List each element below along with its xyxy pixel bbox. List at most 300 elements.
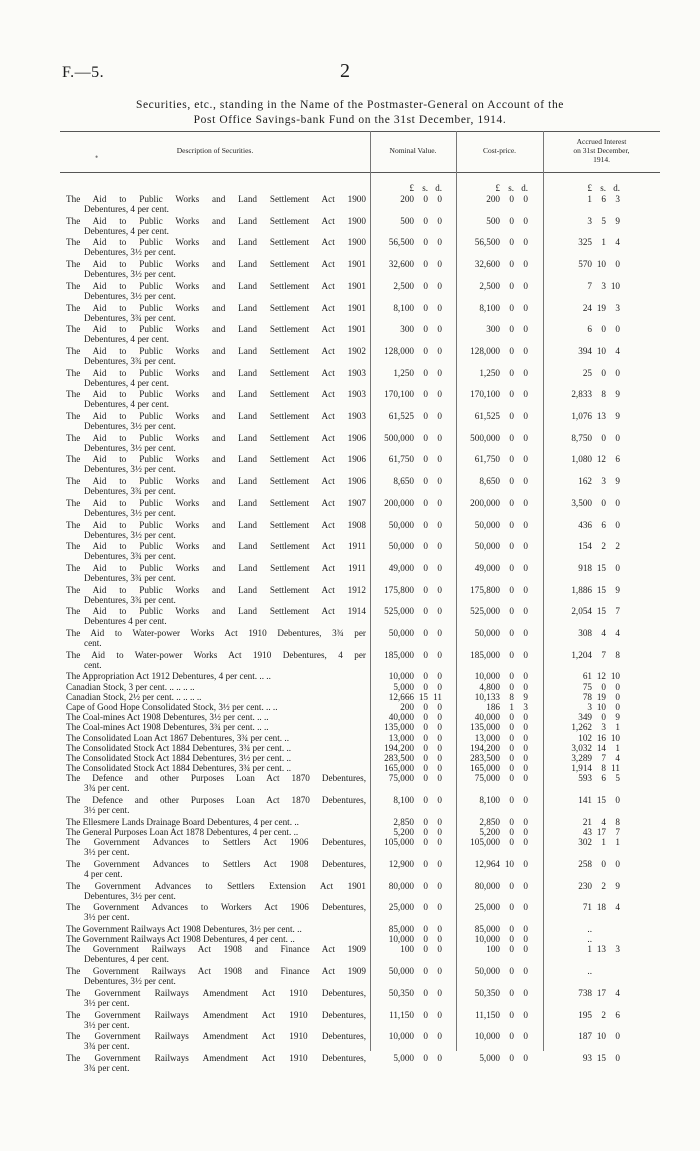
security-description: The Government Railways Act 1908 and Finance Act 1909	[66, 966, 366, 977]
cost-price-pounds: 10,000	[474, 934, 500, 945]
cost-price-pence: 0	[523, 1009, 528, 1020]
cost-price-shillings: 0	[509, 1009, 514, 1020]
cost-price-pounds: 49,000	[474, 562, 500, 573]
nominal-value-pounds: 50,000	[388, 628, 414, 638]
nominal-value-pence: 0	[437, 497, 442, 508]
accrued-interest-pence: 3	[615, 302, 620, 313]
nominal-value-pence: 0	[437, 411, 442, 421]
security-description-continued: Debentures, 3½ per cent.	[84, 529, 176, 540]
accrued-interest-pounds: 3,032	[571, 742, 592, 753]
cost-price-pounds: 40,000	[474, 712, 500, 723]
cost-price-pence: 0	[523, 389, 528, 400]
accrued-interest-pounds: 61	[582, 671, 592, 682]
cost-price-shillings: 0	[509, 194, 514, 204]
cost-price-shillings: 0	[509, 742, 514, 753]
nominal-value-pence: 0	[437, 280, 442, 291]
accrued-interest-pence: 0	[615, 702, 620, 712]
accrued-interest-pounds: 302	[578, 837, 592, 848]
nominal-value-pence: 0	[437, 987, 442, 998]
accrued-interest-pence: 0	[615, 432, 620, 443]
cost-price-pounds: 80,000	[474, 880, 500, 891]
security-description: The Aid to Public Works and Land Settlement Act 1901	[66, 324, 366, 335]
cost-price-pounds: 5,200	[479, 827, 500, 837]
cost-price-shillings: 0	[509, 541, 514, 552]
accrued-interest-pounds: 3,289	[571, 753, 592, 763]
cost-price-shillings: 0	[509, 880, 514, 891]
cost-price-pounds: 10,000	[474, 1031, 500, 1042]
stray-mark: •	[95, 152, 99, 162]
accrued-interest-pounds: 7	[587, 280, 592, 291]
cost-price-pence: 0	[523, 1031, 528, 1042]
accrued-interest-pence: 9	[615, 584, 620, 595]
accrued-interest-pence: 6	[615, 454, 620, 465]
accrued-interest-pence: 0	[615, 324, 620, 335]
nominal-value-pounds: 165,000	[384, 763, 414, 774]
security-description: The Aid to Water-power Works Act 1910 Debentures, 4 per	[66, 649, 366, 660]
nominal-value-pounds: 500	[400, 215, 414, 226]
security-description: The Aid to Public Works and Land Settlement Act 1903	[66, 389, 366, 400]
nominal-value-shillings: 0	[423, 432, 428, 443]
accrued-interest-shillings: 17	[596, 987, 606, 998]
cost-price-shillings: 0	[509, 345, 514, 356]
accrued-interest-pence: 0	[615, 691, 620, 702]
security-description: The Aid to Public Works and Land Settlement Act 1907	[66, 497, 366, 508]
cost-price-pence: 0	[523, 519, 528, 530]
cost-price-shillings: 0	[509, 476, 514, 487]
nominal-value-shillings: 0	[423, 259, 428, 270]
nominal-value-shillings: 0	[423, 454, 428, 465]
column-header-interest	[543, 137, 660, 164]
nominal-value-pence: 0	[437, 584, 442, 595]
nominal-value-pounds: 5,000	[393, 681, 414, 692]
nominal-value-pounds: 75,000	[388, 773, 414, 784]
accrued-interest-shillings: 6	[601, 194, 606, 204]
accrued-interest-pence: 0	[615, 367, 620, 378]
cost-price-shillings: 0	[509, 432, 514, 443]
security-description-continued: Debentures, 4 per cent.	[84, 225, 169, 236]
accrued-interest-shillings: 19	[596, 302, 606, 313]
security-description-continued: 4 per cent.	[84, 868, 123, 879]
cost-price-pence: 0	[523, 671, 528, 682]
security-description: The General Purposes Loan Act 1878 Debentures, 4 per cent. ..	[66, 827, 299, 837]
accrued-interest-pence: 4	[615, 345, 620, 356]
cost-price-pounds: 2,500	[479, 280, 500, 291]
cost-price-pounds: 170,100	[470, 389, 500, 400]
security-description-continued: Debentures, 3¾ per cent.	[84, 551, 176, 562]
accrued-interest-shillings: 3	[601, 476, 606, 487]
security-description: The Aid to Public Works and Land Settlement Act 1901	[66, 302, 366, 313]
accrued-interest-pounds: 3	[587, 215, 592, 226]
cost-price-shillings: 0	[509, 773, 514, 784]
cost-price-pence: 0	[523, 649, 528, 660]
nominal-value-pence: 0	[437, 702, 442, 712]
cost-price-pence: 0	[523, 837, 528, 848]
nominal-value-shillings: 0	[423, 681, 428, 692]
accrued-interest-shillings: 2	[601, 880, 606, 891]
accrued-interest-pounds: 102	[578, 732, 592, 743]
accrued-interest-shillings: 15	[596, 562, 606, 573]
cost-price-pence: 0	[523, 606, 528, 617]
accrued-interest-pounds: ..	[587, 924, 592, 934]
nominal-value-pounds: 25,000	[388, 902, 414, 913]
accrued-interest-pounds: 1,080	[571, 454, 592, 465]
security-description-continued: Debentures, 4 per cent.	[84, 377, 169, 388]
cost-price-pence: 0	[523, 194, 528, 204]
accrued-interest-shillings: 14	[596, 742, 606, 753]
cost-price-pounds: 185,000	[470, 649, 500, 660]
security-description: The Government Railways Act 1908 Debentures, 4 per cent. ..	[66, 934, 295, 945]
security-description: The Aid to Water-power Works Act 1910 Debentures, 3¾ per	[66, 628, 366, 638]
column-header-nominal: Nominal Value.	[389, 146, 437, 155]
security-description: The Aid to Public Works and Land Settlement Act 1900	[66, 194, 366, 204]
security-description-continued: Debentures, 3¾ per cent.	[84, 355, 176, 366]
cost-price-pounds: 8,650	[479, 476, 500, 487]
cost-price-pence: 0	[523, 742, 528, 753]
nominal-value-shillings: 0	[423, 628, 428, 638]
accrued-interest-pence: 9	[615, 880, 620, 891]
nominal-value-pounds: 10,000	[388, 1031, 414, 1042]
nominal-value-pounds: 5,200	[393, 827, 414, 837]
cost-price-pounds: 8,100	[479, 302, 500, 313]
security-description-continued: Debentures, 3¾ per cent.	[84, 486, 176, 497]
unit-header-i-pence: d.	[613, 183, 620, 193]
security-description-continued: Debentures 4 per cent.	[84, 616, 167, 627]
cost-price-shillings: 1	[509, 702, 514, 712]
cost-price-shillings: 0	[509, 816, 514, 827]
nominal-value-pence: 0	[437, 934, 442, 945]
cost-price-pence: 0	[523, 773, 528, 784]
security-description: The Government Advances to Settlers Act 1906 Debentures,	[66, 837, 366, 848]
cost-price-pounds: 105,000	[470, 837, 500, 848]
accrued-interest-shillings: 1	[601, 237, 606, 248]
nominal-value-pence: 0	[437, 712, 442, 723]
nominal-value-pounds: 1,250	[393, 367, 414, 378]
nominal-value-shillings: 0	[423, 237, 428, 248]
nominal-value-pence: 0	[437, 902, 442, 913]
accrued-interest-pounds: 2,833	[571, 389, 592, 400]
security-description: The Government Railways Amendment Act 1910 Debentures,	[66, 987, 366, 998]
cost-price-shillings: 0	[509, 519, 514, 530]
accrued-interest-pounds: 1,914	[571, 763, 592, 774]
cost-price-shillings: 0	[509, 795, 514, 806]
cost-price-pence: 0	[523, 732, 528, 743]
nominal-value-pounds: 32,600	[388, 259, 414, 270]
cost-price-pence: 0	[523, 944, 528, 955]
security-description-continued: Debentures, 3½ per cent.	[84, 890, 176, 901]
security-description-continued: 3¾ per cent.	[84, 1041, 130, 1052]
cost-price-shillings: 0	[509, 934, 514, 945]
accrued-interest-shillings: 0	[601, 858, 606, 869]
nominal-value-pence: 0	[437, 880, 442, 891]
cost-price-shillings: 8	[509, 691, 514, 702]
cost-price-pounds: 200	[486, 194, 500, 204]
nominal-value-pence: 0	[437, 722, 442, 733]
cost-price-pounds: 61,750	[474, 454, 500, 465]
cost-price-pence: 0	[523, 795, 528, 806]
accrued-interest-shillings: 4	[601, 628, 606, 638]
accrued-interest-shillings: 15	[596, 1052, 606, 1063]
cost-price-pence: 0	[523, 712, 528, 723]
cost-price-shillings: 10	[504, 858, 514, 869]
security-description-continued: 3½ per cent.	[84, 847, 130, 858]
cost-price-pence: 0	[523, 722, 528, 733]
table-top-rule	[60, 131, 660, 132]
accrued-interest-pounds: 3	[587, 702, 592, 712]
accrued-interest-pounds: 3,500	[571, 497, 592, 508]
nominal-value-pounds: 175,800	[384, 584, 414, 595]
security-description-continued: Debentures, 3½ per cent.	[84, 247, 176, 258]
nominal-value-shillings: 0	[423, 389, 428, 400]
nominal-value-shillings: 0	[423, 934, 428, 945]
cost-price-pence: 3	[523, 702, 528, 712]
accrued-interest-shillings: 19	[596, 691, 606, 702]
security-description: The Defence and other Purposes Loan Act 1870 Debentures,	[66, 773, 366, 784]
cost-price-pounds: 50,000	[474, 966, 500, 977]
accrued-interest-pence: 8	[615, 649, 620, 660]
security-description-continued: Debentures, 3½ per cent.	[84, 269, 176, 280]
nominal-value-pounds: 11,150	[389, 1009, 414, 1020]
nominal-value-pence: 0	[437, 1009, 442, 1020]
nominal-value-shillings: 0	[423, 742, 428, 753]
cost-price-pence: 0	[523, 280, 528, 291]
nominal-value-pence: 11	[433, 691, 442, 702]
security-description: The Aid to Public Works and Land Settlement Act 1912	[66, 584, 366, 595]
nominal-value-shillings: 0	[423, 497, 428, 508]
cost-price-pounds: 12,964	[474, 858, 500, 869]
table-title-line-1: Securities, etc., standing in the Name of the Postmaster-General on Account of the	[135, 99, 565, 111]
accrued-interest-pence: 10	[610, 671, 620, 682]
accrued-interest-pence: 1	[615, 722, 620, 733]
accrued-interest-pounds: 436	[578, 519, 592, 530]
nominal-value-pence: 0	[437, 966, 442, 977]
accrued-interest-pounds: 394	[578, 345, 592, 356]
nominal-value-pence: 0	[437, 773, 442, 784]
cost-price-shillings: 0	[509, 837, 514, 848]
nominal-value-pence: 0	[437, 753, 442, 763]
nominal-value-shillings: 0	[423, 712, 428, 723]
nominal-value-pence: 0	[437, 324, 442, 335]
accrued-interest-shillings: 15	[596, 584, 606, 595]
accrued-interest-pounds: 1	[587, 944, 592, 955]
nominal-value-pounds: 10,000	[388, 934, 414, 945]
security-description: The Government Railways Act 1908 Debentures, 3½ per cent. ..	[66, 924, 302, 934]
unit-header-i-pounds: £	[587, 183, 592, 193]
nominal-value-pence: 0	[437, 476, 442, 487]
nominal-value-pounds: 12,666	[388, 691, 414, 702]
accrued-interest-pounds: 162	[578, 476, 592, 487]
security-description: The Aid to Public Works and Land Settlement Act 1906	[66, 476, 366, 487]
security-description: The Defence and other Purposes Loan Act 1870 Debentures,	[66, 795, 366, 806]
cost-price-pence: 0	[523, 237, 528, 248]
unit-header-p-shillings: s.	[508, 183, 514, 193]
nominal-value-pence: 0	[437, 732, 442, 743]
security-description-continued: Debentures, 4 per cent.	[84, 334, 169, 345]
cost-price-pounds: 25,000	[474, 902, 500, 913]
accrued-interest-pounds: 154	[578, 541, 592, 552]
accrued-interest-pounds: 187	[578, 1031, 592, 1042]
nominal-value-pence: 0	[437, 795, 442, 806]
accrued-interest-pence: 9	[615, 476, 620, 487]
accrued-interest-pence: 4	[615, 237, 620, 248]
accrued-interest-pounds: 141	[578, 795, 592, 806]
nominal-value-shillings: 0	[423, 324, 428, 335]
accrued-interest-pounds: 71	[582, 902, 592, 913]
accrued-interest-shillings: 1	[601, 837, 606, 848]
cost-price-shillings: 0	[509, 606, 514, 617]
nominal-value-pence: 0	[437, 194, 442, 204]
cost-price-shillings: 0	[509, 1052, 514, 1063]
security-description-continued: Debentures, 4 per cent.	[84, 399, 169, 410]
cost-price-shillings: 0	[509, 827, 514, 837]
cost-price-pounds: 50,000	[474, 628, 500, 638]
nominal-value-shillings: 0	[423, 987, 428, 998]
nominal-value-shillings: 0	[423, 944, 428, 955]
column-header-cost: Cost-price.	[482, 146, 517, 155]
cost-price-pence: 0	[523, 411, 528, 421]
cost-price-shillings: 0	[509, 389, 514, 400]
security-description: The Government Railways Act 1908 and Finance Act 1909	[66, 944, 366, 955]
cost-price-pounds: 175,800	[470, 584, 500, 595]
cost-price-pounds: 194,200	[470, 742, 500, 753]
security-description: The Aid to Public Works and Land Settlement Act 1901	[66, 259, 366, 270]
unit-header-n-pence: d.	[435, 183, 442, 193]
accrued-interest-pounds: 75	[582, 681, 592, 692]
cost-price-shillings: 0	[509, 497, 514, 508]
cost-price-shillings: 0	[509, 763, 514, 774]
accrued-interest-pounds: 1,886	[571, 584, 592, 595]
nominal-value-pounds: 10,000	[388, 671, 414, 682]
nominal-value-pounds: 200,000	[384, 497, 414, 508]
security-description: The Aid to Public Works and Land Settlement Act 1903	[66, 367, 366, 378]
nominal-value-shillings: 0	[423, 722, 428, 733]
accrued-interest-pence: 1	[615, 837, 620, 848]
cost-price-shillings: 0	[509, 902, 514, 913]
accrued-interest-shillings: 3	[601, 722, 606, 733]
cost-price-shillings: 0	[509, 367, 514, 378]
nominal-value-pounds: 61,750	[388, 454, 414, 465]
accrued-interest-shillings: 13	[596, 944, 606, 955]
accrued-interest-pence: 7	[615, 606, 620, 617]
security-description-continued: 3½ per cent.	[84, 805, 130, 816]
nominal-value-shillings: 0	[423, 795, 428, 806]
nominal-value-pence: 0	[437, 1031, 442, 1042]
cost-price-pence: 0	[523, 966, 528, 977]
accrued-interest-shillings: 10	[596, 259, 606, 270]
cost-price-shillings: 0	[509, 712, 514, 723]
accrued-interest-shillings: 13	[596, 411, 606, 421]
cost-price-pounds: 50,350	[474, 987, 500, 998]
security-description-continued: cent.	[84, 638, 102, 648]
cost-price-pence: 0	[523, 827, 528, 837]
cost-price-shillings: 0	[509, 454, 514, 465]
nominal-value-shillings: 0	[423, 541, 428, 552]
cost-price-pounds: 10,133	[474, 691, 500, 702]
nominal-value-shillings: 0	[423, 1031, 428, 1042]
security-description: The Appropriation Act 1912 Debentures, 4 per cent. .. ..	[66, 671, 271, 682]
nominal-value-pence: 0	[437, 944, 442, 955]
accrued-interest-pounds: 918	[578, 562, 592, 573]
unit-header-p-pence: d.	[521, 183, 528, 193]
nominal-value-pounds: 50,000	[388, 541, 414, 552]
cost-price-shillings: 0	[509, 681, 514, 692]
accrued-interest-pence: 4	[615, 987, 620, 998]
nominal-value-pence: 0	[437, 562, 442, 573]
accrued-interest-pounds: 6	[587, 324, 592, 335]
cost-price-pence: 0	[523, 763, 528, 774]
nominal-value-shillings: 0	[423, 671, 428, 682]
cost-price-pounds: 525,000	[470, 606, 500, 617]
column-header-interest-line-1: Accrued Interest	[576, 137, 627, 146]
cost-price-pence: 0	[523, 858, 528, 869]
security-description: The Aid to Public Works and Land Settlement Act 1902	[66, 345, 366, 356]
nominal-value-shillings: 0	[423, 649, 428, 660]
cost-price-pounds: 500	[486, 215, 500, 226]
accrued-interest-pounds: 21	[582, 816, 592, 827]
nominal-value-shillings: 0	[423, 345, 428, 356]
cost-price-pounds: 128,000	[470, 345, 500, 356]
security-description: The Aid to Public Works and Land Settlement Act 1911	[66, 562, 366, 573]
nominal-value-shillings: 0	[423, 753, 428, 763]
cost-price-pence: 0	[523, 541, 528, 552]
accrued-interest-shillings: 0	[601, 681, 606, 692]
security-description: The Coal-mines Act 1908 Debentures, 3¾ per cent. .. ..	[66, 722, 269, 733]
accrued-interest-pence: 1	[615, 742, 620, 753]
accrued-interest-pence: 0	[615, 681, 620, 692]
accrued-interest-pounds: 258	[578, 858, 592, 869]
nominal-value-pounds: 8,650	[393, 476, 414, 487]
nominal-value-pence: 0	[437, 302, 442, 313]
accrued-interest-pence: 4	[615, 902, 620, 913]
accrued-interest-pounds: 349	[578, 712, 592, 723]
accrued-interest-pence: 4	[615, 753, 620, 763]
nominal-value-shillings: 0	[423, 858, 428, 869]
nominal-value-shillings: 0	[423, 194, 428, 204]
nominal-value-shillings: 0	[423, 1052, 428, 1063]
cost-price-pounds: 8,100	[479, 795, 500, 806]
nominal-value-pounds: 105,000	[384, 837, 414, 848]
nominal-value-pounds: 50,350	[388, 987, 414, 998]
accrued-interest-pounds: 593	[578, 773, 592, 784]
accrued-interest-pence: 7	[615, 827, 620, 837]
accrued-interest-pence: 0	[615, 259, 620, 270]
nominal-value-pounds: 80,000	[388, 880, 414, 891]
cost-price-pence: 0	[523, 367, 528, 378]
nominal-value-shillings: 0	[423, 880, 428, 891]
nominal-value-pounds: 5,000	[393, 1052, 414, 1063]
accrued-interest-shillings: 7	[601, 753, 606, 763]
nominal-value-shillings: 0	[423, 773, 428, 784]
nominal-value-pence: 0	[437, 259, 442, 270]
cost-price-shillings: 0	[509, 259, 514, 270]
accrued-interest-pence: 0	[615, 858, 620, 869]
accrued-interest-pence: 10	[610, 280, 620, 291]
cost-price-pounds: 11,150	[475, 1009, 500, 1020]
security-description-continued: Debentures, 3½ per cent.	[84, 442, 176, 453]
document-reference: F.—5.	[62, 64, 105, 81]
cost-price-pounds: 1,250	[479, 367, 500, 378]
table-title-line-2: Post Office Savings-bank Fund on the 31st December, 1914.	[193, 114, 507, 126]
accrued-interest-pounds: 43	[582, 827, 592, 837]
accrued-interest-shillings: 12	[596, 671, 606, 682]
cost-price-pounds: 135,000	[470, 722, 500, 733]
nominal-value-pounds: 50,000	[388, 519, 414, 530]
nominal-value-shillings: 0	[423, 763, 428, 774]
cost-price-pence: 0	[523, 753, 528, 763]
accrued-interest-shillings: 10	[596, 702, 606, 712]
nominal-value-shillings: 15	[418, 691, 428, 702]
accrued-interest-pounds: ..	[587, 966, 592, 977]
security-description: The Government Railways Amendment Act 1910 Debentures,	[66, 1052, 366, 1063]
